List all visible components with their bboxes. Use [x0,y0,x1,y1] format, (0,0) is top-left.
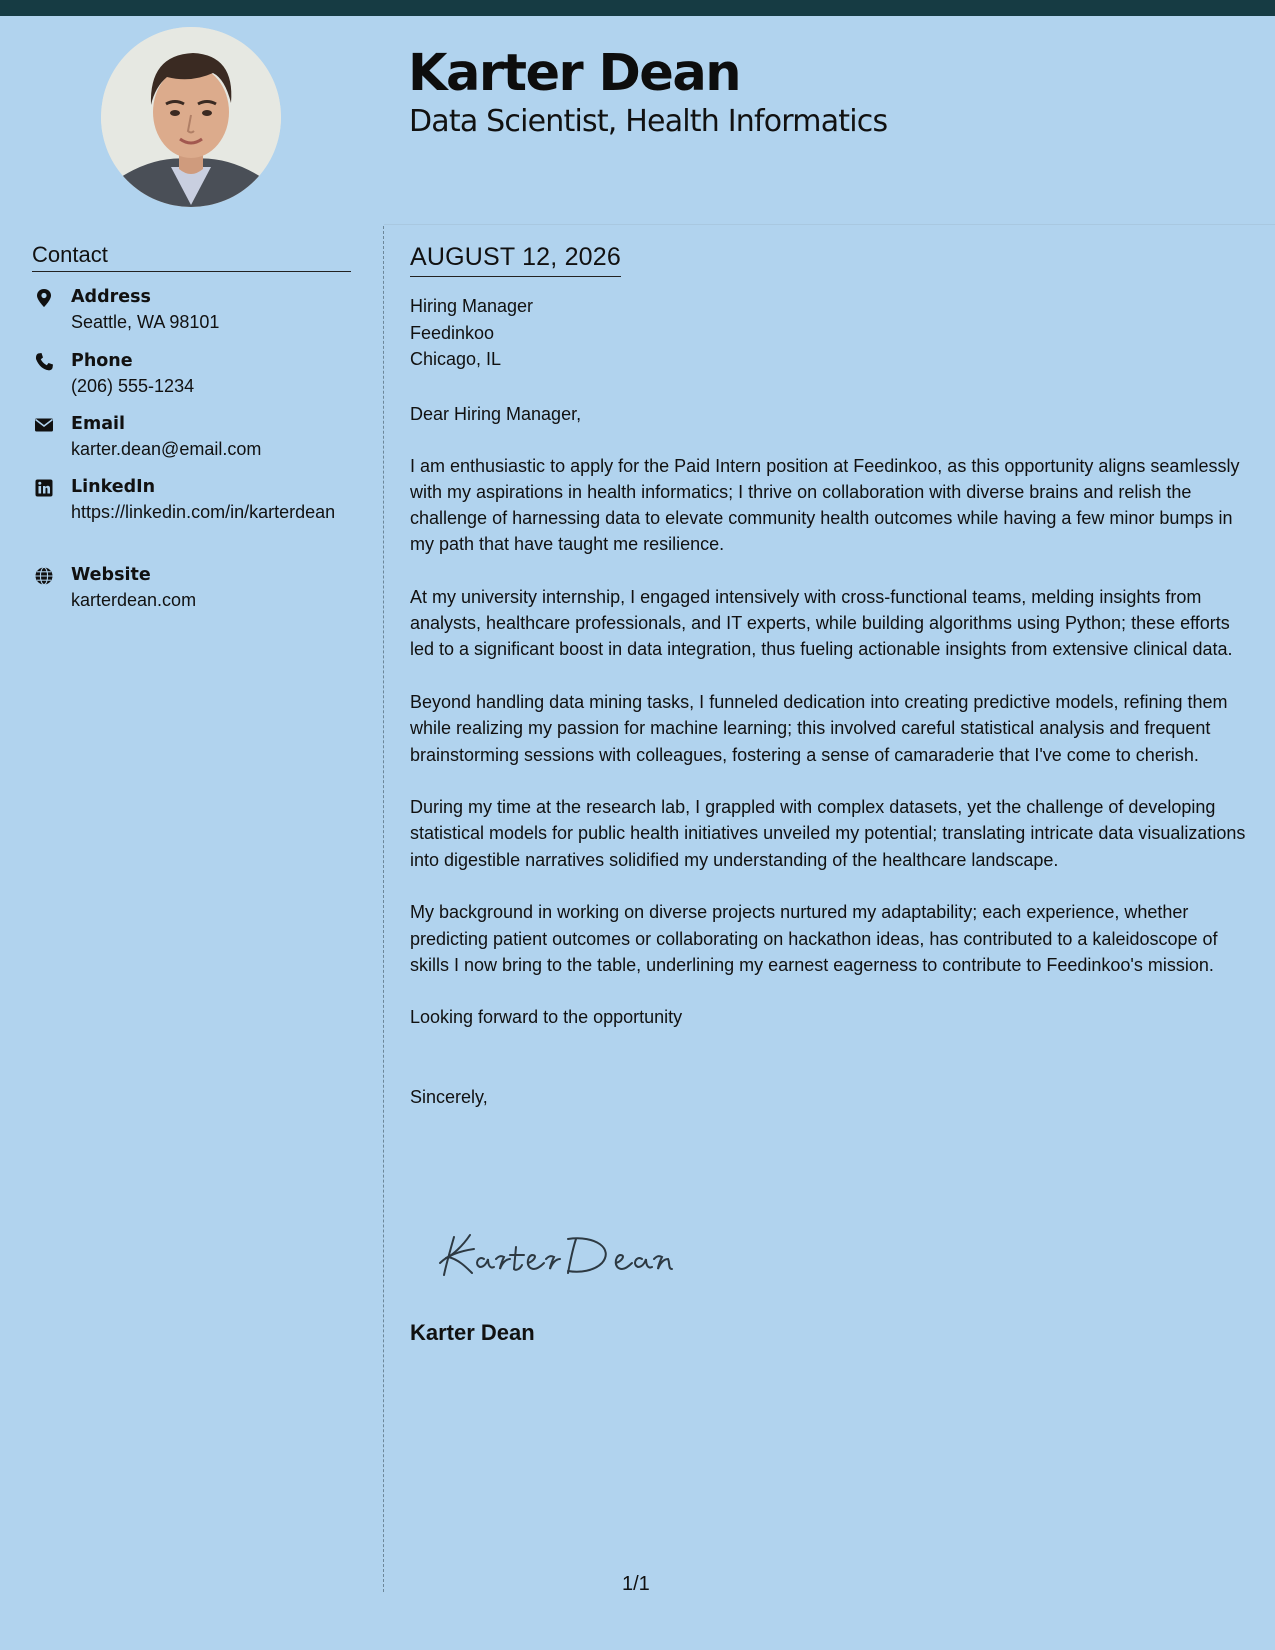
recipient-line: Hiring Manager [410,296,534,316]
contact-value[interactable]: https://linkedin.com/in/karterdean [71,502,336,522]
letter-body [410,240,1257,1110]
letter-date: AUGUST 12, 2026 [410,240,621,277]
contact-value: (206) 555-1234 [71,376,195,396]
profile-photo [101,27,281,207]
header-divider [384,224,1275,225]
contact-heading: Contact [32,240,351,272]
contact-label: Phone [71,351,133,371]
contact-label: Website [71,565,151,585]
letter-paragraph: During my time at the research lab, I grappled with complex datasets, yet the challenge of developing statistical models for public health initiatives unveiled my potential; translating intricate data visualizations into digestible narratives solidified my understanding of the healthcare landscape. [410,797,1246,870]
contact-label: Address [71,287,151,307]
recipient-line: Feedinkoo [410,322,495,343]
contact-value: karter.dean@email.com [71,439,262,459]
signer-name: Karter Dean [410,1320,535,1345]
closing-line: Looking forward to the opportunity [410,1007,683,1028]
salutation: Dear Hiring Manager, [410,403,582,424]
globe-icon [34,566,54,586]
handwritten-signature [436,1225,676,1285]
contact-value: Seattle, WA 98101 [71,312,220,332]
map-pin-icon [34,288,54,308]
recipient-block [410,293,1257,373]
job-title: Data Scientist, Health Informatics [409,104,888,139]
envelope-icon [34,415,54,435]
column-divider [383,226,384,1592]
page-number: 1/1 [622,1573,650,1595]
contact-label: LinkedIn [71,477,156,497]
phone-icon [34,352,54,372]
letter-paragraph: At my university internship, I engaged intensively with cross-functional teams, melding insights from analysts, healthcare professionals, and IT experts, while building algorithms using Python; these efforts led to a significant boost in data integration, thus fueling actionable insights from extensive clinical data. [410,587,1233,660]
letter-paragraph: My background in working on diverse projects nurtured my adaptability; each experience, whether predicting patient outcomes or collaborating on hackathon ideas, has contributed to a kaleidoscope of skills I now bring to the table, underlining my earnest eagerness to contribute to Feedinkoo's mission. [410,902,1218,975]
signoff: Sincerely, [410,1086,488,1107]
top-accent-bar [0,0,1275,16]
linkedin-icon [34,478,54,498]
contact-label: Email [71,414,125,434]
letter-paragraph: Beyond handling data mining tasks, I funneled dedication into creating predictive models, refining them while realizing my passion for machine learning; this involved careful statistical analysis and frequent brainstorming sessions with colleagues, fostering a sense of camaraderie that I've come to cherish. [410,692,1228,765]
recipient-line: Chicago, IL [410,349,502,369]
contact-value[interactable]: karterdean.com [71,590,197,610]
letter-paragraph: I am enthusiastic to apply for the Paid Intern position at Feedinkoo, as this opportunity aligns seamlessly with my aspirations in health informatics; I thrive on collaboration with diverse brains and relish the challenge of harnessing data to elevate community health outcomes while having a few minor bumps in my path that have taught me resilience. [410,455,1240,555]
letter-paragraphs [410,453,1257,978]
candidate-name: Karter Dean [408,44,741,103]
